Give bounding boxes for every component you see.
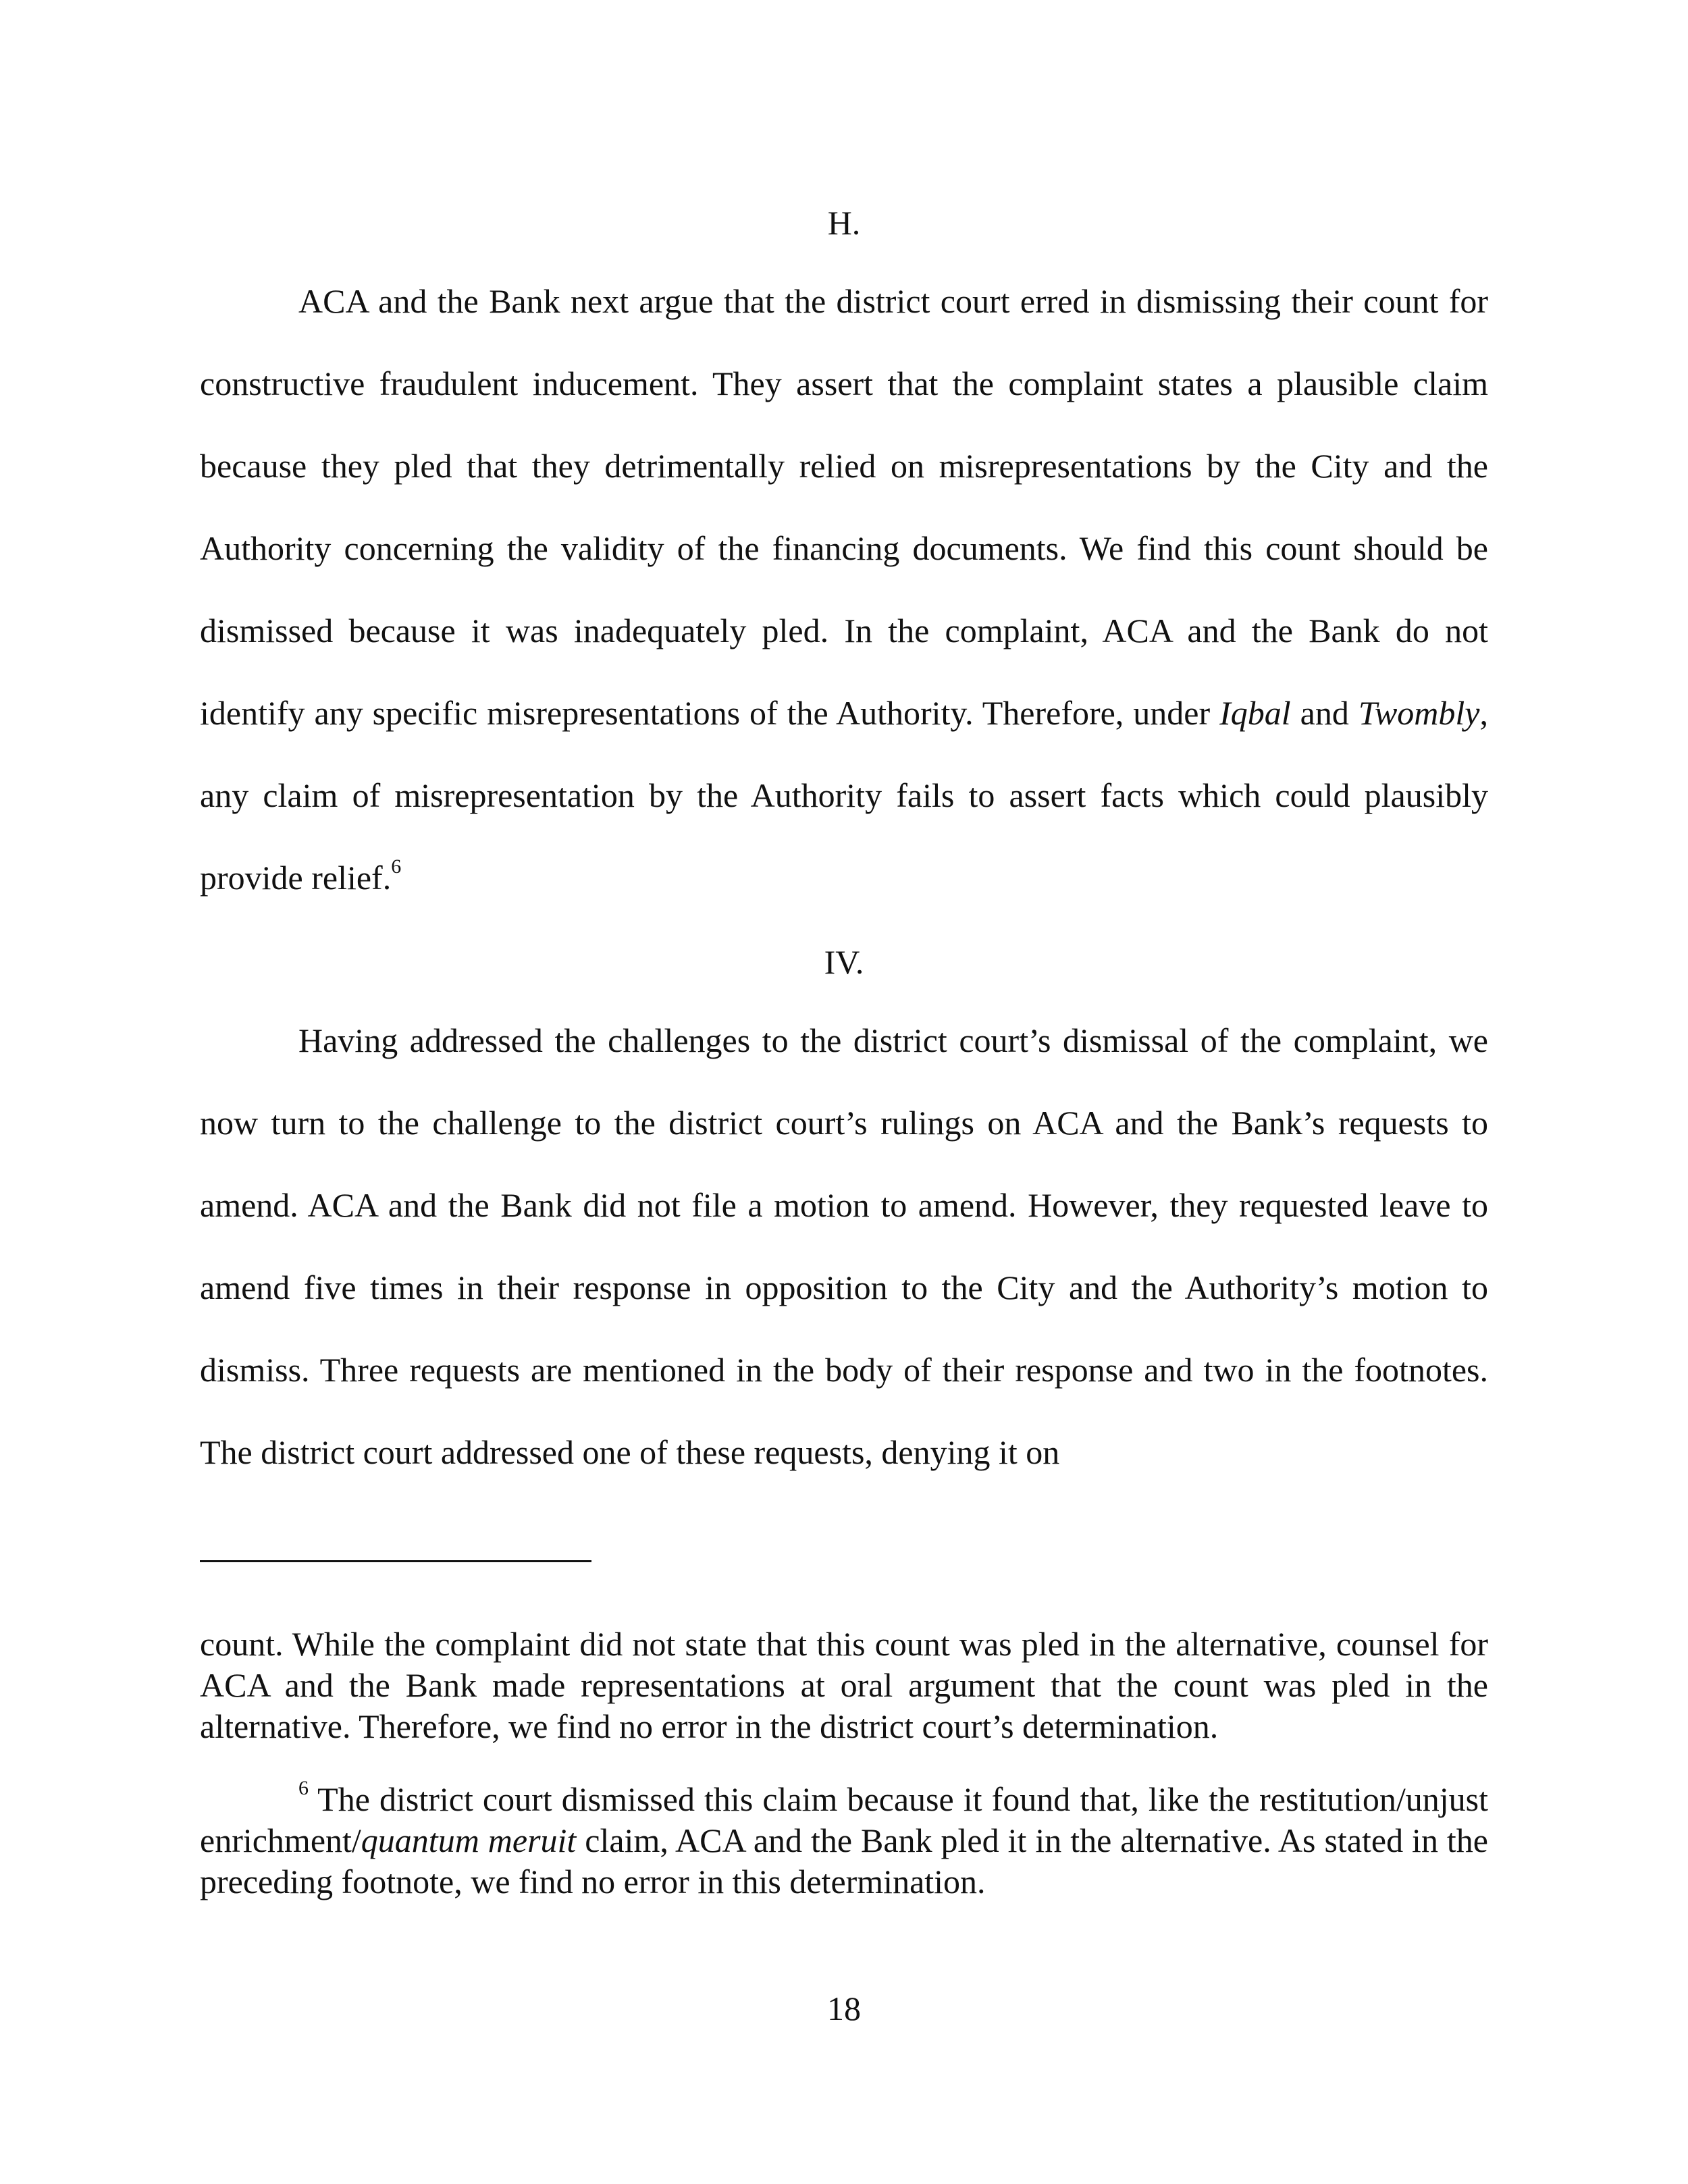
footnote-continuation: count. While the complaint did not state that this count was pled in the alternative, counsel for ACA and the Bank made representations at oral argument that the count was pled in the alternative. Therefore, we find no error in the district court’s determination. (200, 1625, 1488, 1745)
section-iv-paragraph: Having addressed the challenges to the district court’s dismissal of the complaint, we now turn to the challenge to the district court’s rulings on ACA and the Bank’s requests to amend. ACA and the Bank did not file a motion to amend. However, they requested leave to amend five times in their response in opposition to the City and the Authority’s motion to dismiss. Three requests are mentioned in the body of their response and two in the footnotes. The district court addressed one of these requests, denying it on (200, 1021, 1488, 1471)
section-h-text-start: ACA and the Bank next argue that the district court erred in dismissing their count for constructive fraudulent inducement. They assert that the complaint states a plausible claim because they pled that they detrimentally relied on misrepresentations by the City and the Authority concerning the validity of the financing documents. We find this count should be dismissed because it was inadequately pled. In the complaint, ACA and the Bank do not identify any specific misrepresentations of the Authority. Therefore, under (200, 282, 1488, 732)
conjunction-text: and (1290, 694, 1359, 732)
page-number: 18 (827, 1990, 861, 2027)
section-heading-h: H. (827, 204, 861, 242)
footnote-separator (200, 1560, 591, 1562)
case-name-iqbal: Iqbal (1219, 694, 1291, 732)
case-name-twombly: Twombly (1358, 694, 1480, 732)
footnote-reference-6[interactable]: 6 (391, 855, 402, 878)
footnote-6-number: 6 (298, 1777, 309, 1800)
footnote-6 (200, 1779, 1488, 1902)
footnote-6-text-start: The district court dismissed this claim because it found that, like the restitution/unjust enrichment/ (200, 1780, 1488, 1859)
section-h-paragraph (200, 260, 1488, 919)
section-h-text-end: , any claim of misrepresentation by the Authority fails to assert facts which could plausibly provide relief. (200, 694, 1488, 897)
section-heading-iv: IV. (824, 943, 864, 981)
footnote-6-italic-term: quantum meruit (361, 1821, 577, 1859)
footnote-6-text-end: claim, ACA and the Bank pled it in the alternative. As stated in the preceding footnote, we find no error in this determination. (200, 1821, 1488, 1900)
